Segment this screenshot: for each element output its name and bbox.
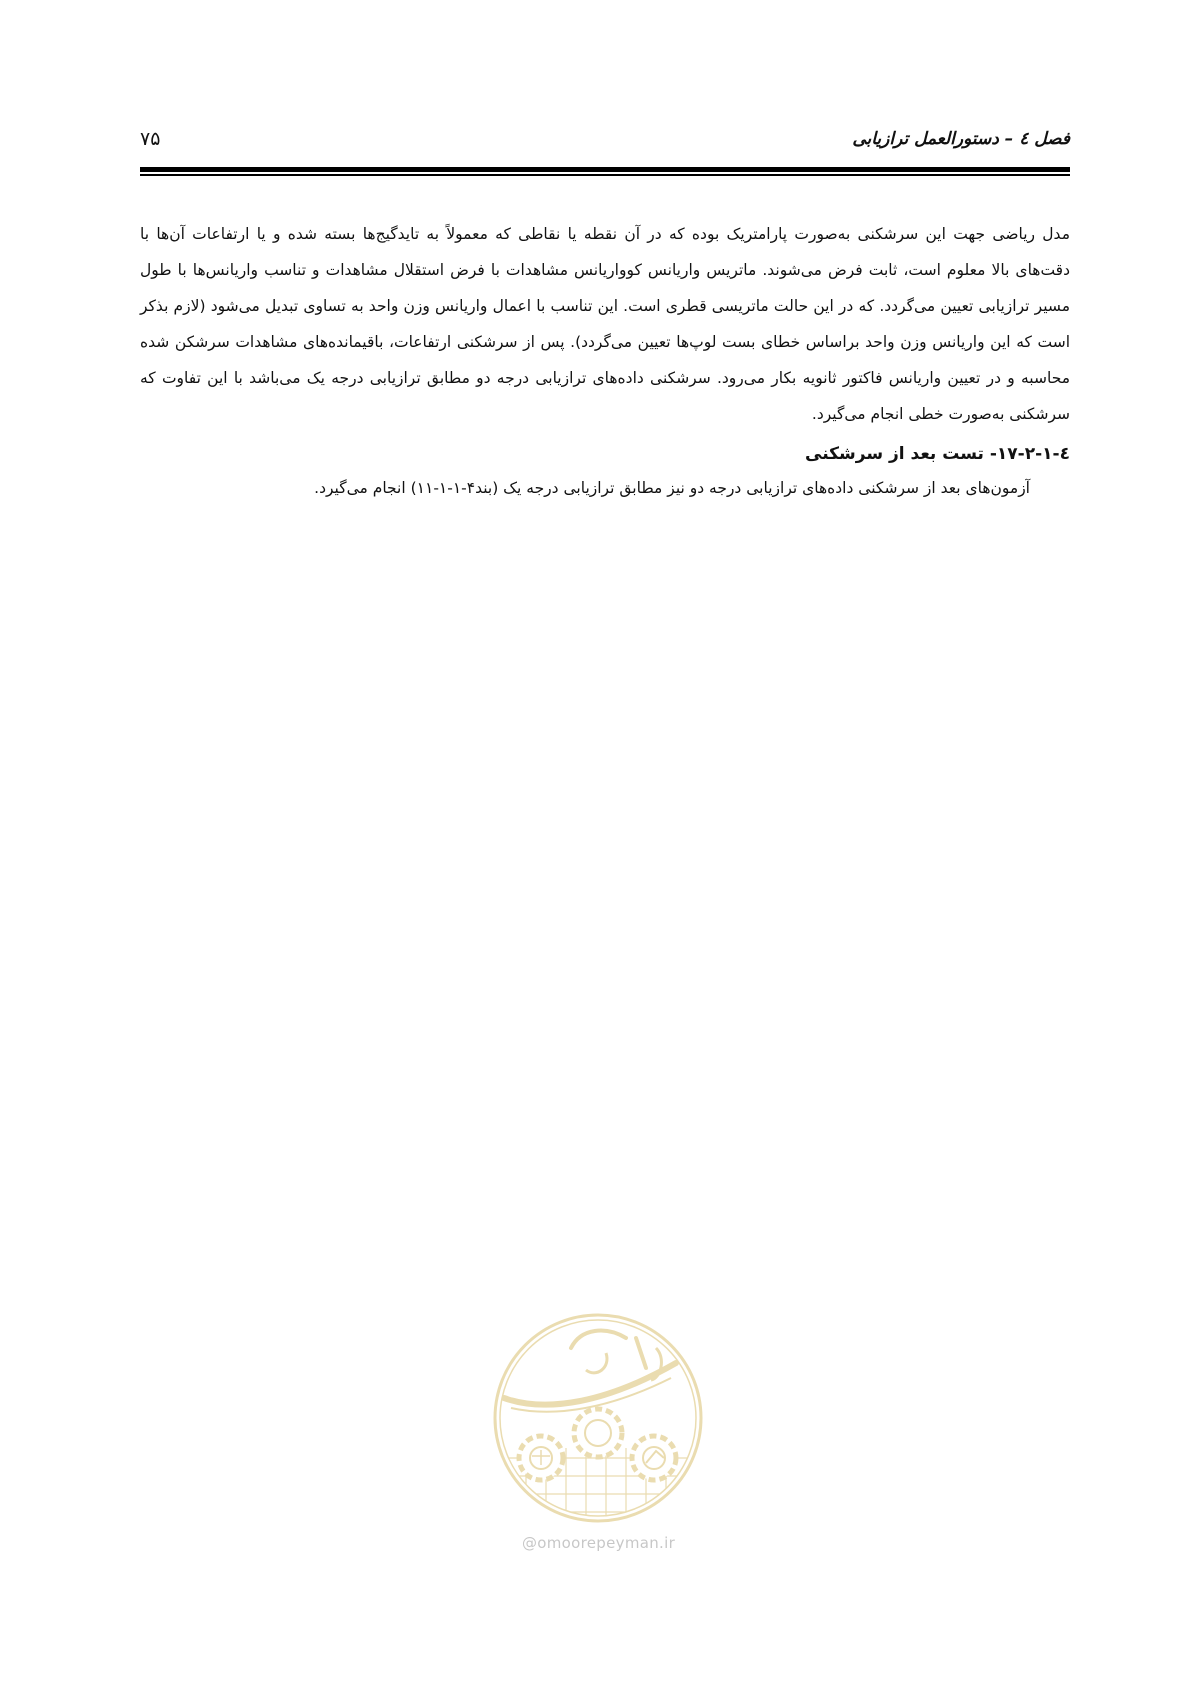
watermark-url: @omoorepeyman.ir — [521, 1534, 676, 1552]
page-header — [140, 126, 1070, 156]
watermark-emblem-icon — [486, 1308, 711, 1530]
section-paragraph: آزمون‌های بعد از سرشکنی داده‌های ترازیابی درجه دو نیز مطابق ترازیابی درجه یک (بند۴-۱-۱-۱۱) انجام می‌گیرد. — [314, 479, 1030, 497]
chapter-title: فصل ٤ – دستورالعمل ترازیابی — [852, 129, 1070, 149]
section-heading: ٤-١-٢-١٧- تست بعد از سرشکنی — [805, 444, 1070, 464]
watermark-logo — [486, 1308, 711, 1556]
page-number: ۷۵ — [140, 128, 161, 150]
watermark-url-text: omoorepeyman.ir — [537, 1534, 676, 1552]
header-rule-thick — [140, 167, 1070, 172]
header-rule-thin — [140, 174, 1070, 176]
page-content — [140, 216, 1070, 504]
body-paragraph: مدل ریاضی جهت این سرشکنی به‌صورت پارامتریک بوده که در آن نقطه یا نقاطی که معمولاً به تایدگیج‌ها بسته شده و یا ارتفاعات آن‌ها با دقت‌های بالا معلوم است، ثابت فرض می‌شوند. ماتریس واریانس کوواریانس مشاهدات با فرض استقلال مشاهدات و تناسب واریانس‌ها با طول مسیر ترازیابی تعیین می‌گردد. که در این حالت ماتریسی قطری است. این تناسب با اعمال واریانس وزن واحد به تساوی تبدیل می‌شود (لازم بذکر است که این واریانس وزن واحد براساس خطای بست لوپ‌ها تعیین می‌گردد). پس از سرشکنی ارتفاعات، باقیمانده‌های مشاهدات سرشکن شده محاسبه و در تعیین واریانس فاکتور ثانویه بکار می‌رود. سرشکنی داده‌های ترازیابی درجه دو مطابق ترازیابی درجه یک می‌باشد با این تفاوت که سرشکنی به‌صورت خطی انجام می‌گیرد. — [140, 225, 1070, 423]
